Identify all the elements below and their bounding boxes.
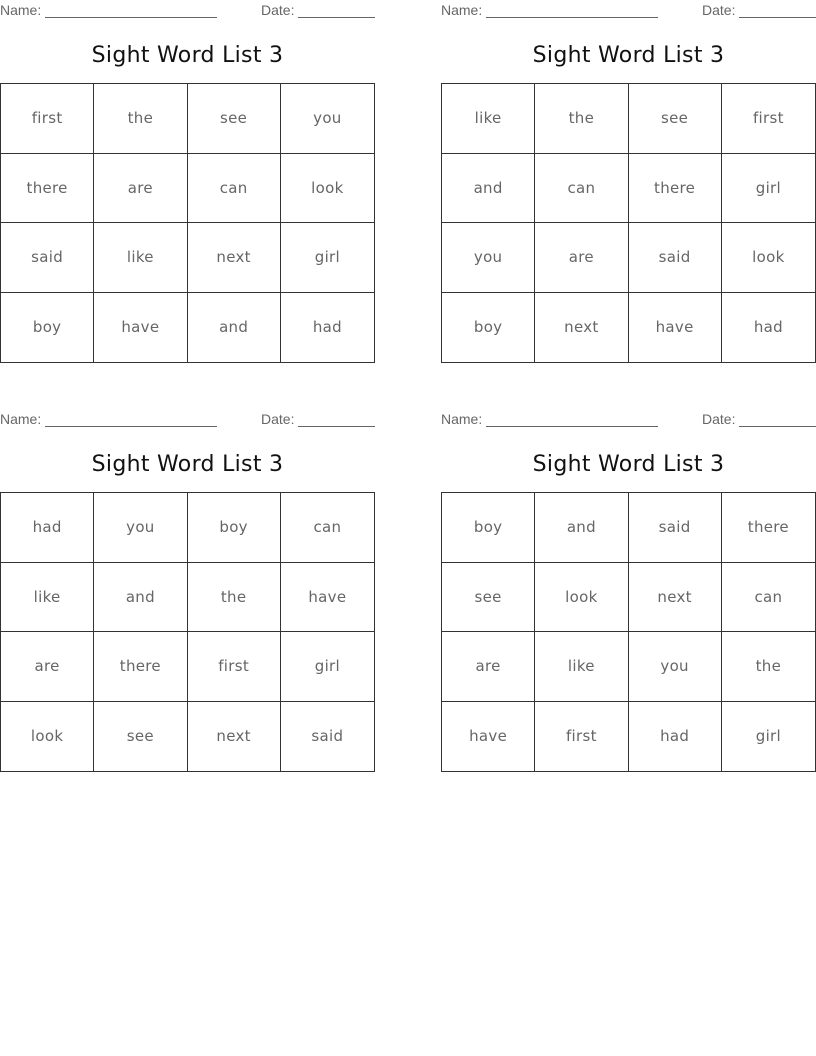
word-cell: next: [188, 702, 281, 772]
date-label: Date:: [702, 2, 736, 18]
date-label: Date:: [261, 411, 295, 427]
date-blank-line: [298, 426, 375, 427]
word-cell: and: [535, 493, 628, 563]
word-cell: next: [188, 223, 281, 293]
date-blank-line: [298, 17, 375, 18]
word-cell: look: [1, 702, 94, 772]
bingo-card-2: [441, 0, 816, 365]
word-cell: boy: [442, 293, 535, 363]
word-cell: girl: [281, 632, 374, 702]
card-header: [0, 2, 375, 20]
word-cell: girl: [281, 223, 374, 293]
word-cell: said: [629, 223, 722, 293]
card-header: [441, 2, 816, 20]
word-cell: the: [94, 84, 187, 154]
word-cell: first: [1, 84, 94, 154]
word-cell: are: [1, 632, 94, 702]
word-cell: had: [1, 493, 94, 563]
date-blank-line: [739, 17, 816, 18]
word-cell: look: [722, 223, 815, 293]
word-cell: next: [629, 563, 722, 633]
word-cell: there: [722, 493, 815, 563]
card-title: Sight Word List 3: [532, 43, 725, 68]
word-cell: there: [629, 154, 722, 224]
date-blank-line: [739, 426, 816, 427]
word-grid: [441, 492, 816, 772]
word-cell: and: [94, 563, 187, 633]
word-cell: are: [442, 632, 535, 702]
word-cell: like: [442, 84, 535, 154]
word-grid: [441, 83, 816, 363]
word-cell: like: [94, 223, 187, 293]
word-cell: said: [1, 223, 94, 293]
card-title: Sight Word List 3: [532, 452, 725, 477]
card-header: [0, 411, 375, 429]
word-cell: and: [442, 154, 535, 224]
word-cell: had: [312, 318, 342, 337]
word-cell: have: [442, 702, 535, 772]
date-label: Date:: [702, 411, 736, 427]
word-cell: next: [535, 293, 628, 363]
word-cell: had: [629, 702, 722, 772]
word-cell: there: [1, 154, 94, 224]
word-cell: boy: [442, 493, 535, 563]
word-cell: can: [188, 154, 281, 224]
word-cell: look: [535, 563, 628, 633]
card-header: [441, 411, 816, 429]
bingo-card-1: [0, 0, 375, 365]
word-cell: you: [442, 223, 535, 293]
word-cell: have: [94, 293, 187, 363]
name-blank-line: [45, 17, 217, 18]
bingo-card-3: [0, 409, 375, 774]
word-cell: the: [535, 84, 628, 154]
word-cell: there: [94, 632, 187, 702]
name-label: Name:: [441, 411, 483, 427]
word-cell: boy: [188, 493, 281, 563]
word-cell: girl: [722, 154, 815, 224]
word-cell: like: [1, 563, 94, 633]
word-cell: you: [94, 493, 187, 563]
word-cell: said: [629, 493, 722, 563]
word-cell: you: [281, 84, 374, 154]
name-blank-line: [486, 17, 658, 18]
word-cell: can: [722, 563, 815, 633]
date-label: Date:: [261, 2, 295, 18]
word-cell: said: [311, 727, 344, 746]
word-cell: the: [722, 632, 815, 702]
word-cell: have: [629, 293, 722, 363]
card-title: Sight Word List 3: [91, 452, 284, 477]
word-cell: first: [722, 84, 815, 154]
word-cell: see: [94, 702, 187, 772]
word-grid: [0, 492, 375, 772]
word-cell: are: [535, 223, 628, 293]
name-label: Name:: [0, 2, 42, 18]
word-cell: are: [94, 154, 187, 224]
name-blank-line: [45, 426, 217, 427]
name-blank-line: [486, 426, 658, 427]
word-cell: girl: [755, 727, 781, 746]
bingo-card-4: [441, 409, 816, 774]
name-label: Name:: [0, 411, 42, 427]
word-cell: the: [188, 563, 281, 633]
card-title: Sight Word List 3: [91, 43, 284, 68]
word-grid: [0, 83, 375, 363]
word-cell: see: [188, 84, 281, 154]
word-cell: like: [535, 632, 628, 702]
word-cell: had: [753, 318, 783, 337]
word-cell: and: [188, 293, 281, 363]
word-cell: see: [629, 84, 722, 154]
word-cell: first: [535, 702, 628, 772]
word-cell: look: [281, 154, 374, 224]
word-cell: have: [281, 563, 374, 633]
name-label: Name:: [441, 2, 483, 18]
word-cell: see: [442, 563, 535, 633]
word-cell: first: [188, 632, 281, 702]
word-cell: boy: [1, 293, 94, 363]
word-cell: can: [281, 493, 374, 563]
word-cell: can: [535, 154, 628, 224]
word-cell: you: [629, 632, 722, 702]
